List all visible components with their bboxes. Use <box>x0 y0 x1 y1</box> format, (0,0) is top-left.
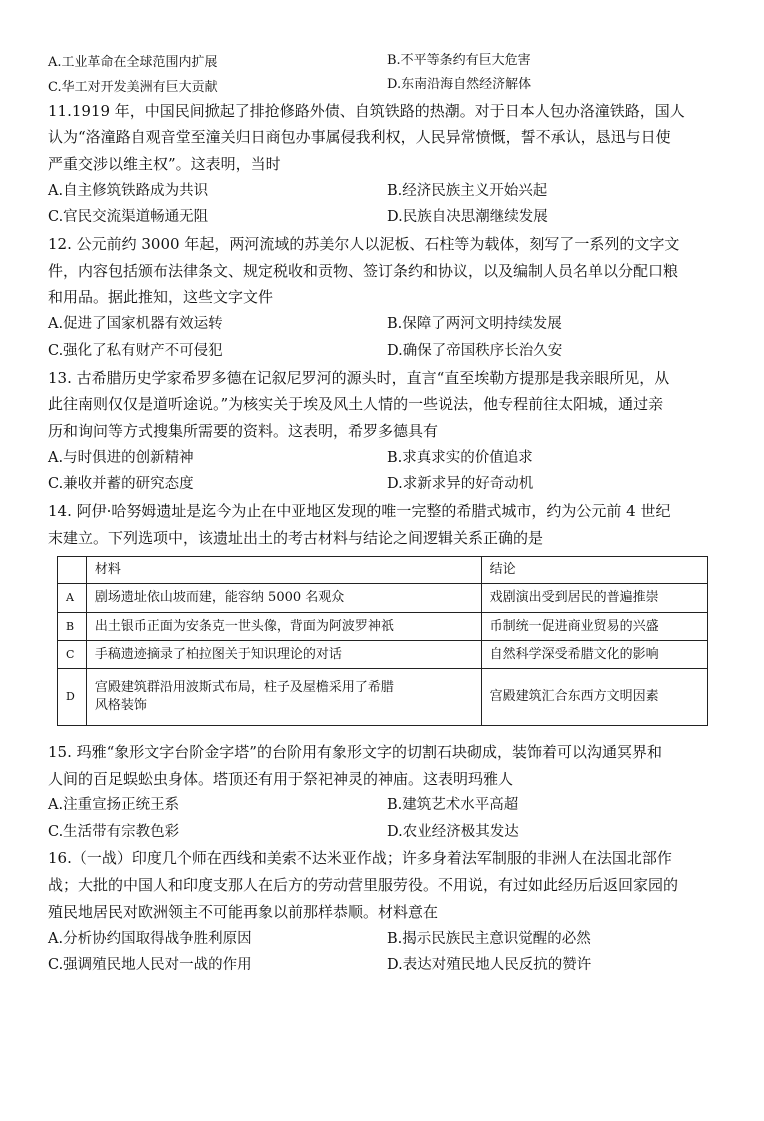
row-conclusion: 自然科学深受希腊文化的影响 <box>481 641 707 669</box>
q12-option-d: D.确保了帝国秩序长治久安 <box>387 343 563 359</box>
row-material: 出土银币正面为安条克一世头像，背面为阿波罗神祇 <box>86 613 481 641</box>
q13-option-d: D.求新求异的好奇动机 <box>387 476 534 492</box>
q16-option-a: A.分析协约国取得战争胜利原因 <box>48 931 252 947</box>
q16-option-b: B.揭示民族民主意识觉醒的必然 <box>387 931 591 947</box>
table-row <box>58 584 708 613</box>
q15-option-a: A.注重宣扬正统王系 <box>48 797 180 813</box>
q12-option-c: C.强化了私有财产不可侵犯 <box>48 343 223 359</box>
q15-option-c: C.生活带有宗教色彩 <box>48 824 180 840</box>
q13-stem-line-2: 此往南则仅仅是道听途说。”为核实关于埃及风土人情的一些说法，他专程前往太阳城，通过亲 <box>48 395 664 413</box>
q16-option-c: C.强调殖民地人民对一战的作用 <box>48 957 252 973</box>
table-row <box>58 669 708 726</box>
q11-option-c: C.官民交流渠道畅通无阻 <box>48 209 209 225</box>
row-material: 剧场遗址依山坡而建，能容纳 5000 名观众 <box>86 584 481 613</box>
q11-option-d: D.民族自决思潮继续发展 <box>387 209 548 225</box>
q10-option-d: D.东南沿海自然经济解体 <box>387 77 532 92</box>
q15-stem-line-2: 人间的百足蜈蚣虫身体。塔顶还有用于祭祀神灵的神庙。这表明玛雅人 <box>48 770 514 788</box>
q14-stem-line-1: 14. 阿伊·哈努姆遗址是迄今为止在中亚地区发现的唯一完整的希腊式城市，约为公元前 4 世纪 <box>48 502 671 520</box>
row-conclusion: 戏剧演出受到居民的普遍推崇 <box>481 584 707 613</box>
q13-stem-line-3: 历和询问等方式搜集所需要的资料。这表明，希罗多德具有 <box>48 422 439 440</box>
q12-stem-line-2: 件，内容包括颁布法律条文、规定税收和贡物、签订条约和协议，以及编制人员名单以分配口粮 <box>48 262 679 280</box>
q11-stem-line-1: 11.1919 年，中国民间掀起了排抢修路外债、自筑铁路的热潮。对于日本人包办洛潼铁路，国人 <box>48 102 685 120</box>
row-conclusion: 宫殿建筑汇合东西方文明因素 <box>481 669 707 726</box>
q12-option-a: A.促进了国家机器有效运转 <box>48 316 223 332</box>
table-header-row <box>58 557 708 584</box>
q16-stem-line-3: 殖民地居民对欧洲领主不可能再象以前那样恭顺。材料意在 <box>48 903 439 921</box>
table-header-conclusion: 结论 <box>481 557 707 584</box>
q12-option-b: B.保障了两河文明持续发展 <box>387 316 562 332</box>
table-row <box>58 641 708 669</box>
q15-option-d: D.农业经济极其发达 <box>387 824 519 840</box>
table-row <box>58 613 708 641</box>
q16-option-d: D.表达对殖民地人民反抗的赞许 <box>387 957 592 973</box>
q15-option-b: B.建筑艺术水平高超 <box>387 797 519 813</box>
q11-option-a: A.自主修筑铁路成为共识 <box>48 183 209 199</box>
row-key: A <box>58 584 87 613</box>
table-header-key <box>58 557 87 584</box>
q13-option-b: B.求真求实的价值追求 <box>387 450 533 466</box>
q11-option-b: B.经济民族主义开始兴起 <box>387 183 548 199</box>
row-key: C <box>58 641 87 669</box>
q10-option-a: A.工业革命在全球范围内扩展 <box>48 55 218 70</box>
q10-option-b: B.不平等条约有巨大危害 <box>387 53 531 68</box>
q11-stem-line-3: 严重交涉以维主权”。这表明，当时 <box>48 155 281 173</box>
q12-stem-line-1: 12. 公元前约 3000 年起，两河流域的苏美尔人以泥板、石柱等为载体，刻写了一系列的文字文 <box>48 235 680 253</box>
q15-stem-line-1: 15. 玛雅“象形文字台阶金字塔”的台阶用有象形文字的切割石块砌成，装饰着可以沟通冥界和 <box>48 743 662 761</box>
row-material-line-1: 宫殿建筑群沿用波斯式布局，柱子及屋檐采用了希腊 <box>94 680 394 695</box>
q14-table <box>57 556 708 726</box>
q13-stem-line-1: 13. 古希腊历史学家希罗多德在记叙尼罗河的源头时，直言“直至埃勒方提那是我亲眼所见，从 <box>48 369 670 387</box>
q13-option-a: A.与时俱进的创新精神 <box>48 450 194 466</box>
row-conclusion: 币制统一促进商业贸易的兴盛 <box>481 613 707 641</box>
row-material-line-2: 风格装饰 <box>94 698 147 713</box>
row-material <box>86 669 481 726</box>
q11-stem-line-2: 认为“洛潼路自观音堂至潼关归日商包办事属侵我利权，人民异常愤慨，誓不承认，恳迅与日使 <box>48 128 671 146</box>
table-header-material: 材料 <box>86 557 481 584</box>
q14-stem-line-2: 末建立。下列选项中，该遗址出土的考古材料与结论之间逻辑关系正确的是 <box>48 529 544 547</box>
q12-stem-line-3: 和用品。据此推知，这些文字文件 <box>48 288 274 306</box>
q16-stem-line-1: 16.（一战）印度几个师在西线和美索不达米亚作战；许多身着法军制服的非洲人在法国北部作 <box>48 849 672 867</box>
q10-option-c: C.华工对开发美洲有巨大贡献 <box>48 80 218 95</box>
q16-stem-line-2: 战；大批的中国人和印度支那人在后方的劳动营里服劳役。不用说，有过如此经历后返回家园的 <box>48 876 679 894</box>
row-key: B <box>58 613 87 641</box>
q13-option-c: C.兼收并蓄的研究态度 <box>48 476 194 492</box>
row-material: 手稿遗迹摘录了柏拉图关于知识理论的对话 <box>86 641 481 669</box>
row-key: D <box>58 669 87 726</box>
